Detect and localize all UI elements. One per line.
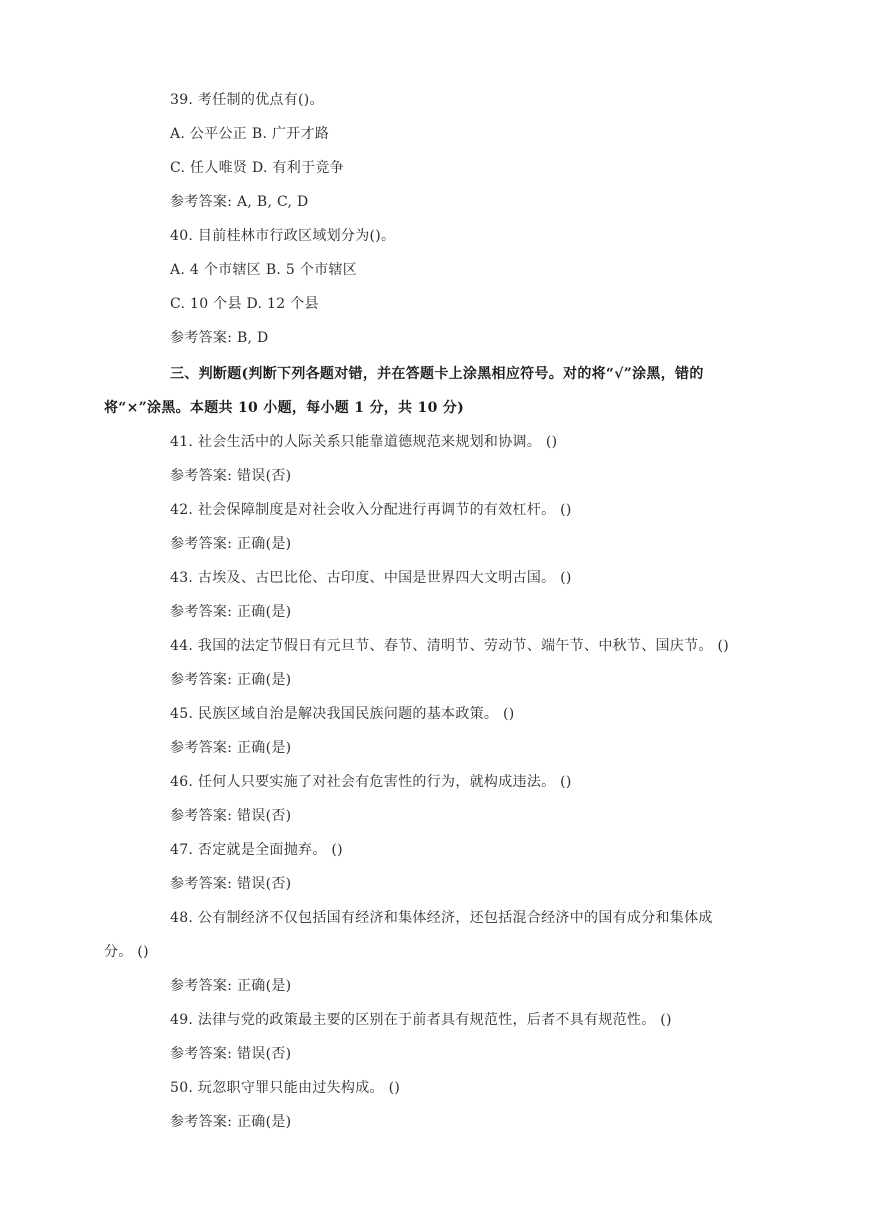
question-45-answer: 参考答案: 正确(是) bbox=[170, 740, 292, 756]
question-42: 42. 社会保障制度是对社会收入分配进行再调节的有效杠杆。 () bbox=[170, 502, 572, 518]
question-41: 41. 社会生活中的人际关系只能靠道德规范来规划和协调。 () bbox=[170, 434, 558, 450]
question-39: 39. 考任制的优点有()。 bbox=[170, 92, 324, 108]
question-42-answer: 参考答案: 正确(是) bbox=[170, 536, 292, 552]
question-40-answer: 参考答案: B, D bbox=[170, 330, 269, 346]
question-40: 40. 目前桂林市行政区域划分为()。 bbox=[170, 228, 396, 244]
question-39-options-ab: A. 公平公正 B. 广开才路 bbox=[170, 126, 330, 142]
question-47: 47. 否定就是全面抛弃。 () bbox=[170, 842, 343, 858]
question-48-line2: 分。 () bbox=[104, 944, 149, 960]
question-39-options-cd: C. 任人唯贤 D. 有利于竞争 bbox=[170, 160, 344, 176]
question-48-line1: 48. 公有制经济不仅包括国有经济和集体经济，还包括混合经济中的国有成分和集体成 bbox=[170, 910, 713, 926]
question-44-answer: 参考答案: 正确(是) bbox=[170, 672, 292, 688]
question-48-answer: 参考答案: 正确(是) bbox=[170, 978, 292, 994]
section-heading-line2: 将“×”涂黑。本题共 10 小题，每小题 1 分，共 10 分) bbox=[104, 400, 465, 416]
question-39-answer: 参考答案: A, B, C, D bbox=[170, 194, 309, 210]
question-40-options-ab: A. 4 个市辖区 B. 5 个市辖区 bbox=[170, 262, 358, 278]
question-50: 50. 玩忽职守罪只能由过失构成。 () bbox=[170, 1080, 401, 1096]
question-47-answer: 参考答案: 错误(否) bbox=[170, 876, 292, 892]
question-50-answer: 参考答案: 正确(是) bbox=[170, 1114, 292, 1130]
question-49: 49. 法律与党的政策最主要的区别在于前者具有规范性，后者不具有规范性。 () bbox=[170, 1012, 672, 1028]
question-40-options-cd: C. 10 个县 D. 12 个县 bbox=[170, 296, 319, 312]
question-49-answer: 参考答案: 错误(否) bbox=[170, 1046, 292, 1062]
section-heading-line1: 三、判断题(判断下列各题对错，并在答题卡上涂黑相应符号。对的将“√”涂黑，错的 bbox=[170, 366, 704, 382]
question-45: 45. 民族区域自治是解决我国民族问题的基本政策。 () bbox=[170, 706, 515, 722]
question-41-answer: 参考答案: 错误(否) bbox=[170, 468, 292, 484]
question-44: 44. 我国的法定节假日有元旦节、春节、清明节、劳动节、端午节、中秋节、国庆节。 () bbox=[170, 638, 729, 654]
question-46-answer: 参考答案: 错误(否) bbox=[170, 808, 292, 824]
question-43: 43. 古埃及、古巴比伦、古印度、中国是世界四大文明古国。 () bbox=[170, 570, 572, 586]
question-46: 46. 任何人只要实施了对社会有危害性的行为，就构成违法。 () bbox=[170, 774, 572, 790]
question-43-answer: 参考答案: 正确(是) bbox=[170, 604, 292, 620]
